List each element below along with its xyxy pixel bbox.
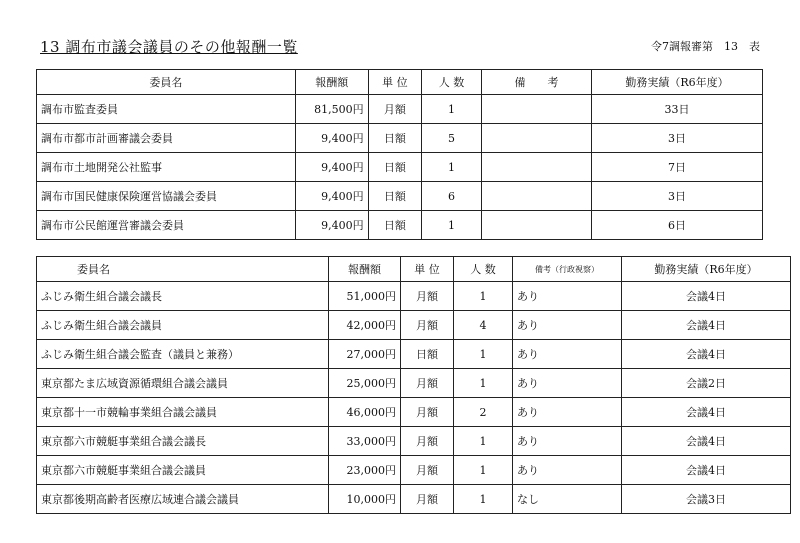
- cell-amount: 42,000円: [329, 311, 401, 340]
- cell-work-record: 3日: [592, 124, 763, 153]
- cell-count: 5: [422, 124, 482, 153]
- cell-unit: 日額: [368, 211, 422, 240]
- cell-count: 1: [422, 95, 482, 124]
- header-committee-name: 委員名: [37, 257, 329, 282]
- table-row: [37, 340, 791, 369]
- cell-work-record: 会議4日: [622, 340, 791, 369]
- cell-unit: 月額: [401, 485, 454, 514]
- cell-unit: 月額: [401, 282, 454, 311]
- cell-amount: 25,000円: [329, 369, 401, 398]
- cell-count: 1: [454, 340, 513, 369]
- cell-amount: 9,400円: [295, 124, 368, 153]
- cell-note: あり: [513, 340, 622, 369]
- cell-amount: 51,000円: [329, 282, 401, 311]
- cell-committee-name: 東京都後期高齢者医療広域連合議会議員: [37, 485, 329, 514]
- table-header-row: [37, 257, 791, 282]
- cell-committee-name: 調布市都市計画審議会委員: [37, 124, 296, 153]
- cell-unit: 月額: [401, 456, 454, 485]
- table-row: [37, 427, 791, 456]
- cell-count: 1: [454, 369, 513, 398]
- cell-note: [481, 95, 591, 124]
- header-unit: 単 位: [368, 70, 422, 95]
- table-row: [37, 369, 791, 398]
- cell-committee-name: 調布市公民館運営審議会委員: [37, 211, 296, 240]
- cell-committee-name: ふじみ衛生組合議会議員: [37, 311, 329, 340]
- cell-work-record: 3日: [592, 182, 763, 211]
- cell-amount: 9,400円: [295, 211, 368, 240]
- cell-work-record: 会議3日: [622, 485, 791, 514]
- table-row: [37, 282, 791, 311]
- header-unit: 単 位: [401, 257, 454, 282]
- cell-work-record: 7日: [592, 153, 763, 182]
- header-count: 人 数: [454, 257, 513, 282]
- cell-unit: 日額: [368, 182, 422, 211]
- table-header-row: [37, 70, 763, 95]
- cell-amount: 10,000円: [329, 485, 401, 514]
- cell-count: 4: [454, 311, 513, 340]
- cell-unit: 月額: [401, 427, 454, 456]
- association-table: [36, 256, 791, 514]
- committee-table: [36, 69, 763, 240]
- table-row: [37, 456, 791, 485]
- page-title: 13 調布市議会議員のその他報酬一覧: [40, 38, 298, 56]
- cell-work-record: 会議4日: [622, 427, 791, 456]
- cell-count: 1: [422, 153, 482, 182]
- cell-amount: 23,000円: [329, 456, 401, 485]
- cell-note: なし: [513, 485, 622, 514]
- document-reference: 令7調報審第 13 表: [651, 40, 760, 53]
- cell-amount: 27,000円: [329, 340, 401, 369]
- cell-count: 2: [454, 398, 513, 427]
- cell-amount: 9,400円: [295, 153, 368, 182]
- cell-note: [481, 153, 591, 182]
- table-row: [37, 398, 791, 427]
- header-work-record: 勤務実績（R6年度）: [592, 70, 763, 95]
- cell-note: あり: [513, 456, 622, 485]
- cell-work-record: 33日: [592, 95, 763, 124]
- cell-work-record: 会議4日: [622, 282, 791, 311]
- cell-amount: 9,400円: [295, 182, 368, 211]
- cell-unit: 日額: [368, 124, 422, 153]
- cell-committee-name: 調布市監査委員: [37, 95, 296, 124]
- cell-note: [481, 211, 591, 240]
- cell-work-record: 6日: [592, 211, 763, 240]
- header-work-record: 勤務実績（R6年度）: [622, 257, 791, 282]
- cell-note: [481, 182, 591, 211]
- cell-count: 1: [454, 282, 513, 311]
- cell-committee-name: ふじみ衛生組合議会議長: [37, 282, 329, 311]
- cell-unit: 月額: [401, 398, 454, 427]
- cell-amount: 33,000円: [329, 427, 401, 456]
- cell-unit: 月額: [401, 311, 454, 340]
- cell-committee-name: ふじみ衛生組合議会監査（議員と兼務）: [37, 340, 329, 369]
- table-row: [37, 153, 763, 182]
- cell-count: 1: [454, 427, 513, 456]
- cell-work-record: 会議4日: [622, 311, 791, 340]
- header-amount: 報酬額: [295, 70, 368, 95]
- table-row: [37, 95, 763, 124]
- cell-count: 1: [422, 211, 482, 240]
- cell-note: あり: [513, 369, 622, 398]
- cell-unit: 日額: [368, 153, 422, 182]
- header-note-inspection: 備考（行政視察）: [513, 257, 622, 282]
- cell-work-record: 会議4日: [622, 456, 791, 485]
- table-row: [37, 124, 763, 153]
- table-row: [37, 211, 763, 240]
- cell-unit: 日額: [401, 340, 454, 369]
- header-amount: 報酬額: [329, 257, 401, 282]
- cell-unit: 月額: [368, 95, 422, 124]
- cell-note: [481, 124, 591, 153]
- cell-note: あり: [513, 311, 622, 340]
- cell-committee-name: 東京都十一市競輪事業組合議会議員: [37, 398, 329, 427]
- header-note: 備 考: [481, 70, 591, 95]
- cell-committee-name: 調布市国民健康保険運営協議会委員: [37, 182, 296, 211]
- cell-committee-name: 東京都六市競艇事業組合議会議員: [37, 456, 329, 485]
- cell-count: 1: [454, 485, 513, 514]
- cell-work-record: 会議2日: [622, 369, 791, 398]
- cell-note: あり: [513, 398, 622, 427]
- header-committee-name: 委員名: [37, 70, 296, 95]
- cell-count: 1: [454, 456, 513, 485]
- table-row: [37, 485, 791, 514]
- cell-note: あり: [513, 427, 622, 456]
- cell-work-record: 会議4日: [622, 398, 791, 427]
- cell-count: 6: [422, 182, 482, 211]
- table-row: [37, 311, 791, 340]
- cell-committee-name: 東京都六市競艇事業組合議会議長: [37, 427, 329, 456]
- cell-note: あり: [513, 282, 622, 311]
- cell-unit: 月額: [401, 369, 454, 398]
- cell-committee-name: 東京都たま広域資源循環組合議会議員: [37, 369, 329, 398]
- table-row: [37, 182, 763, 211]
- cell-amount: 81,500円: [295, 95, 368, 124]
- header-count: 人 数: [422, 70, 482, 95]
- cell-amount: 46,000円: [329, 398, 401, 427]
- cell-committee-name: 調布市土地開発公社監事: [37, 153, 296, 182]
